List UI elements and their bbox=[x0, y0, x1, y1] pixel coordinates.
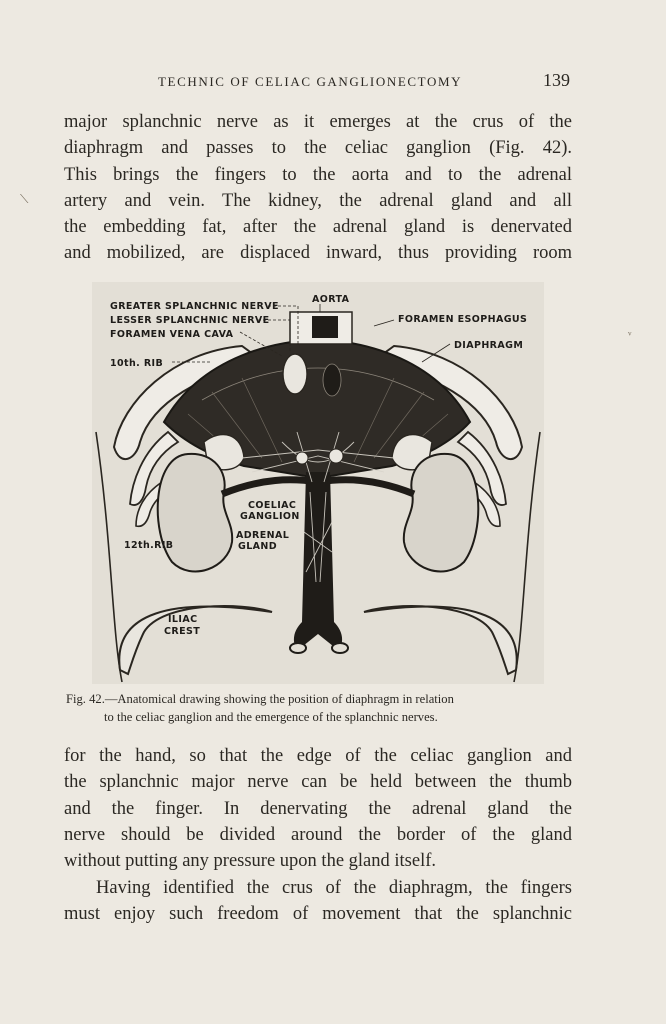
label-greater-splanchnic: GREATER SPLANCHNIC NERVE bbox=[110, 301, 279, 312]
margin-speck: ᵛ bbox=[628, 328, 632, 342]
text-line: diaphragm and passes to the celiac ganglion (Fig. 42). bbox=[64, 138, 572, 159]
running-title: TECHNIC OF CELIAC GANGLIONECTOMY bbox=[158, 74, 463, 89]
caption-line-1: Fig. 42.—Anatomical drawing showing the position of diaphragm in relation bbox=[66, 692, 454, 706]
paragraph-bottom bbox=[64, 743, 572, 874]
text-line: and the finger. In denervating the adrenal gland the bbox=[64, 798, 572, 819]
page-number: 139 bbox=[543, 70, 570, 90]
label-foramen-esophagus: FORAMEN ESOPHAGUS bbox=[398, 314, 528, 325]
paragraph-last bbox=[64, 875, 572, 928]
label-aorta: AORTA bbox=[312, 294, 350, 305]
label-12th-rib: 12th.RIB bbox=[124, 540, 174, 551]
label-gland: GLAND bbox=[238, 541, 278, 552]
anatomical-drawing bbox=[92, 282, 544, 684]
text-line: must enjoy such freedom of movement that the splanchnic bbox=[64, 904, 572, 925]
figure-caption bbox=[66, 690, 576, 726]
caption-line-2: to the celiac ganglion and the emergence of the splanchnic nerves. bbox=[104, 710, 438, 724]
label-10th-rib: 10th. RIB bbox=[110, 358, 164, 369]
label-foramen-vena-cava: FORAMEN VENA CAVA bbox=[110, 329, 234, 340]
text-line: artery and vein. The kidney, the adrenal gland and all bbox=[64, 190, 572, 211]
paragraph-top bbox=[64, 109, 572, 267]
margin-pencil-mark: ⟍ bbox=[20, 192, 29, 206]
text-line: This brings the fingers to the aorta and to the adrenal bbox=[64, 164, 572, 185]
text-line: major splanchnic nerve as it emerges at the crus of the bbox=[64, 112, 572, 132]
label-coeliac: COELIAC bbox=[248, 500, 297, 511]
running-head bbox=[62, 70, 574, 92]
label-diaphragm: DIAPHRAGM bbox=[454, 340, 524, 351]
label-iliac: ILIAC bbox=[168, 614, 198, 625]
label-crest: CREST bbox=[164, 626, 201, 637]
anatomical-figure bbox=[92, 282, 544, 684]
text-line: nerve should be divided around the border of the gland bbox=[64, 824, 572, 845]
text-line: Having identified the crus of the diaphragm, the fingers bbox=[96, 878, 572, 898]
text-line: and mobilized, are displaced inward, thus providing room bbox=[64, 243, 572, 264]
label-adrenal: ADRENAL bbox=[236, 530, 290, 541]
text-line: the embedding fat, after the adrenal gland is denervated bbox=[64, 217, 572, 238]
text-line: without putting any pressure upon the gland itself. bbox=[64, 851, 436, 872]
label-lesser-splanchnic: LESSER SPLANCHNIC NERVE bbox=[110, 315, 270, 326]
text-line: for the hand, so that the edge of the celiac ganglion and bbox=[64, 746, 572, 766]
label-ganglion: GANGLION bbox=[240, 511, 300, 522]
text-line: the splanchnic major nerve can be held between the thumb bbox=[64, 772, 572, 793]
